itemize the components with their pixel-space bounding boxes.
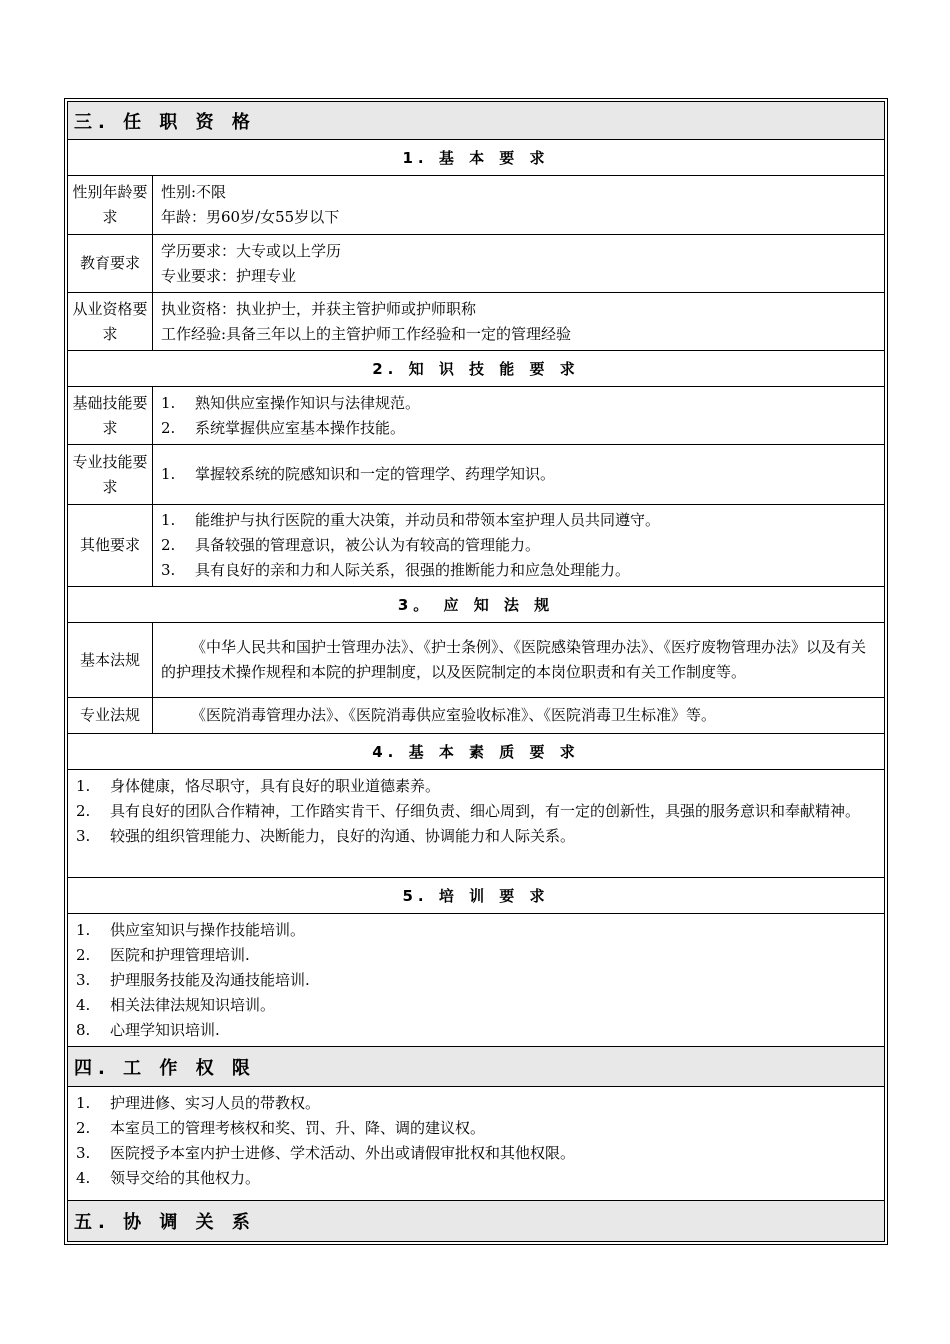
item-text: 具备较强的管理意识，被公认为有较高的管理能力。 xyxy=(195,536,541,554)
list-item xyxy=(76,799,876,824)
quality-header xyxy=(68,734,884,770)
row-value xyxy=(153,293,884,350)
row-label: 教育要求 xyxy=(68,235,153,292)
skills-header xyxy=(68,351,884,387)
item-text: 医院授予本室内护士进修、学术活动、外出或请假审批权和其他权限。 xyxy=(110,1144,576,1162)
qualification-row xyxy=(68,293,884,351)
item-number: 1. xyxy=(161,465,176,483)
item-number: 1. xyxy=(161,511,176,529)
section-3-header xyxy=(68,102,884,140)
list-item xyxy=(161,462,876,487)
row-value xyxy=(153,445,884,504)
row-label: 专业法规 xyxy=(68,698,153,733)
row-label: 从业资格要求 xyxy=(68,293,153,350)
section-4-title: 四. 工 作 权 限 xyxy=(74,1057,256,1079)
row-value xyxy=(153,387,884,444)
row-value xyxy=(153,235,884,292)
value-line: 专业要求：护理专业 xyxy=(161,266,297,285)
value-line: 年龄：男60岁/女55岁以下 xyxy=(161,208,340,226)
row-value xyxy=(153,505,884,586)
item-number: 3. xyxy=(76,827,91,845)
item-text: 系统掌握供应室基本操作技能。 xyxy=(195,418,406,437)
list-item xyxy=(76,1141,876,1166)
item-text: 供应室知识与操作技能培训。 xyxy=(110,921,306,939)
quality-title: 4. 基 本 素 质 要 求 xyxy=(372,743,580,761)
item-text: 较强的组织管理能力、决断能力，良好的沟通、协调能力和人际关系。 xyxy=(110,827,576,845)
list-item xyxy=(161,533,876,558)
item-text: 熟知供应室操作知识与法律规范。 xyxy=(195,393,421,412)
list-item xyxy=(161,508,876,533)
list-item xyxy=(76,824,876,849)
item-number: 2. xyxy=(76,946,91,964)
list-item xyxy=(76,1116,876,1141)
item-text: 本室员工的管理考核权和奖、罚、升、降、调的建议权。 xyxy=(110,1119,486,1137)
section-4-header xyxy=(68,1047,884,1087)
professional-skills-row xyxy=(68,445,884,505)
item-text: 身体健康，恪尽职守，具有良好的职业道德素养。 xyxy=(110,777,441,795)
row-label: 专业技能要求 xyxy=(68,445,153,504)
section-5-header xyxy=(68,1201,884,1241)
list-item xyxy=(76,774,876,799)
item-number: 2. xyxy=(76,1119,91,1137)
item-text: 护理服务技能及沟通技能培训. xyxy=(110,971,310,989)
row-label: 其他要求 xyxy=(68,505,153,586)
laws-title: 3。 应 知 法 规 xyxy=(397,596,555,614)
item-text: 领导交给的其他权力。 xyxy=(110,1169,261,1187)
list-item xyxy=(161,416,876,441)
item-number: 1. xyxy=(76,1094,91,1112)
list-item xyxy=(76,943,876,968)
section-3-title: 三. 任 职 资 格 xyxy=(74,111,256,133)
item-text: 心理学知识培训. xyxy=(110,1021,220,1039)
item-number: 3. xyxy=(76,971,91,989)
value-line: 学历要求：大专或以上学历 xyxy=(161,241,342,260)
item-number: 2. xyxy=(76,802,91,820)
authority-list xyxy=(68,1087,884,1201)
list-item xyxy=(161,558,876,583)
training-header xyxy=(68,878,884,914)
basic-laws-row xyxy=(68,623,884,698)
item-text: 具有良好的团队合作精神，工作踏实肯干、仔细负责、细心周到，有一定的创新性，具强的服务意识和奉献精神。 xyxy=(110,802,861,820)
basic-skills-row xyxy=(68,387,884,445)
item-number: 2. xyxy=(161,418,176,437)
item-text: 相关法律法规知识培训。 xyxy=(110,996,276,1014)
other-requirements-row xyxy=(68,505,884,587)
list-item xyxy=(76,1166,876,1191)
laws-header xyxy=(68,587,884,623)
item-number: 3. xyxy=(76,1144,91,1162)
job-description-table xyxy=(64,98,888,1245)
list-item xyxy=(76,918,876,943)
professional-laws-row xyxy=(68,698,884,734)
list-item xyxy=(161,391,876,416)
list-item xyxy=(76,1018,876,1043)
list-item xyxy=(76,1091,876,1116)
law-text: 《中华人民共和国护士管理办法》、《护士条例》、《医院感染管理办法》、《医疗废物管理办法》以及有关的护理技术操作规程和本院的护理制度，以及医院制定的本岗位职责和有关工作制度等。 xyxy=(161,638,867,681)
education-row xyxy=(68,235,884,293)
item-text: 具有良好的亲和力和人际关系，很强的推断能力和应急处理能力。 xyxy=(195,561,631,579)
value-line: 工作经验:具备三年以上的主管护师工作经验和一定的管理经验 xyxy=(161,324,572,343)
item-number: 4. xyxy=(76,996,91,1014)
training-title: 5. 培 训 要 求 xyxy=(402,887,550,905)
section-5-title: 五. 协 调 关 系 xyxy=(74,1212,256,1233)
basic-requirements-title: 1. 基 本 要 求 xyxy=(402,149,550,167)
quality-list xyxy=(68,770,884,878)
item-number: 4. xyxy=(76,1169,91,1187)
row-label: 基本法规 xyxy=(68,623,153,697)
basic-requirements-header xyxy=(68,140,884,176)
row-label: 基础技能要求 xyxy=(68,387,153,444)
law-text: 《医院消毒管理办法》、《医院消毒供应室验收标准》、《医院消毒卫生标准》等。 xyxy=(191,706,717,724)
item-text: 医院和护理管理培训. xyxy=(110,946,250,964)
item-number: 1. xyxy=(76,777,91,795)
item-text: 掌握较系统的院感知识和一定的管理学、药理学知识。 xyxy=(195,465,556,483)
item-number: 1. xyxy=(76,921,91,939)
item-text: 能维护与执行医院的重大决策，并动员和带领本室护理人员共同遵守。 xyxy=(195,511,661,529)
list-item xyxy=(76,968,876,993)
row-value xyxy=(153,698,884,733)
item-number: 3. xyxy=(161,561,176,579)
item-number: 2. xyxy=(161,536,176,554)
skills-title: 2. 知 识 技 能 要 求 xyxy=(372,360,580,378)
row-label: 性别年龄要求 xyxy=(68,176,153,234)
row-value xyxy=(153,623,884,697)
gender-age-row xyxy=(68,176,884,235)
row-value xyxy=(153,176,884,234)
item-number: 8. xyxy=(76,1021,91,1039)
item-text: 护理进修、实习人员的带教权。 xyxy=(110,1094,321,1112)
item-number: 1. xyxy=(161,393,176,412)
list-item xyxy=(76,993,876,1018)
training-list xyxy=(68,914,884,1047)
value-line: 执业资格：执业护士，并获主管护师或护师职称 xyxy=(161,299,477,318)
value-line: 性别:不限 xyxy=(161,183,227,201)
